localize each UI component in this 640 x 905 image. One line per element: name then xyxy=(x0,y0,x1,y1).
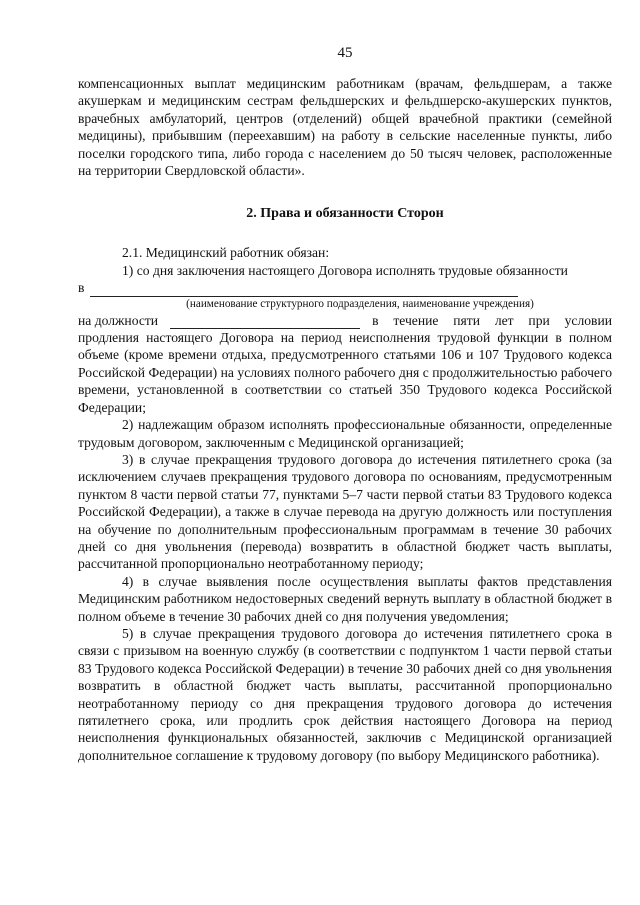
document-page xyxy=(78,0,612,764)
structural-unit-line xyxy=(78,279,612,296)
structural-unit-caption: (наименование структурного подразделения, наименование учреждения) xyxy=(186,297,534,310)
item-5: 5) в случае прекращения трудового договора до истечения пятилетнего срока в связи с призывом на военную службу (в соответствии с подпунктом 1 части первой статьи 83 Трудового кодекса Российской Федерации) в течение 30 рабочих дней со дня увольнения возвратить в областной бюджет часть выплаты, рассчитанной пропорционально неотработанному периоду со дня прекращения трудового договора до истечения пятилетнего срока, или продлить срок действия настоящего Договора на период неисполнения функциональных обязанностей, заключив с Медицинской организацией дополнительное соглашение к трудовому договору (по выбору Медицинского работника). xyxy=(78,625,612,763)
item-3: 3) в случае прекращения трудового договора до истечения пятилетнего срока (за исключением случаев прекращения трудового договора по основаниям, предусмотренным пунктом 8 части первой статьи 77, пунктами 5–7 части первой статьи 83 Трудового кодекса Российской Федерации), а также в случае перевода на другую должность или поступления на обучение по дополнительным профессиональным программам в течение 30 рабочих дней со дня увольнения (перевода) возвратить в областной бюджет часть выплаты, рассчитанной пропорционально неотработанному периоду; xyxy=(78,451,612,572)
clause-2-1: 2.1. Медицинский работник обязан: xyxy=(122,245,330,261)
intro-paragraph: компенсационных выплат медицинским работникам (врачам, фельдшерам, а также акушеркам и медицинским сестрам фельдшерских и фельдшерско-акушерских пунктов, врачебных амбулаторий, центров (отделений) общей врачебной практики (семейной медицины), прибывшим (переехавшим) на работу в сельские населенные пункты, либо поселки городского типа, либо города с населением до 50 тысяч человек, расположенные на территории Свердловской области». xyxy=(78,76,612,179)
position-blank xyxy=(170,316,360,329)
item-1-start: 1) со дня заключения настоящего Договора исполнять трудовые обязанности xyxy=(122,262,568,278)
position-line xyxy=(78,312,612,329)
structural-unit-blank xyxy=(90,284,518,297)
item-1-in-label: в xyxy=(78,280,85,296)
item-4: 4) в случае выявления после осуществления выплаты фактов представления Медицинским работником недостоверных сведений вернуть выплату в областной бюджет в полном объеме в течение 30 рабочих дней со дня получения уведомления; xyxy=(78,573,612,624)
section-heading: 2. Права и обязанности Сторон xyxy=(246,206,444,222)
item-2: 2) надлежащим образом исполнять профессиональные обязанности, определенные трудовым договором, заключенным с Медицинской организацией; xyxy=(78,417,612,450)
page-number: 45 xyxy=(337,45,353,61)
item-1-continuation: продления настоящего Договора на период неисполнения трудовой функции в полном объеме (кроме времени отдыха, предусмотренного статьями 106 и 107 Трудового кодекса Российской Федерации) на условиях полного рабочего дня с продолжительностью рабочего времени, установленной в соответствии со статьей 350 Трудового кодекса Российской Федерации; xyxy=(78,330,612,415)
position-rest: в течение пяти лет при условии xyxy=(372,312,612,328)
position-label: на должности xyxy=(78,312,159,328)
